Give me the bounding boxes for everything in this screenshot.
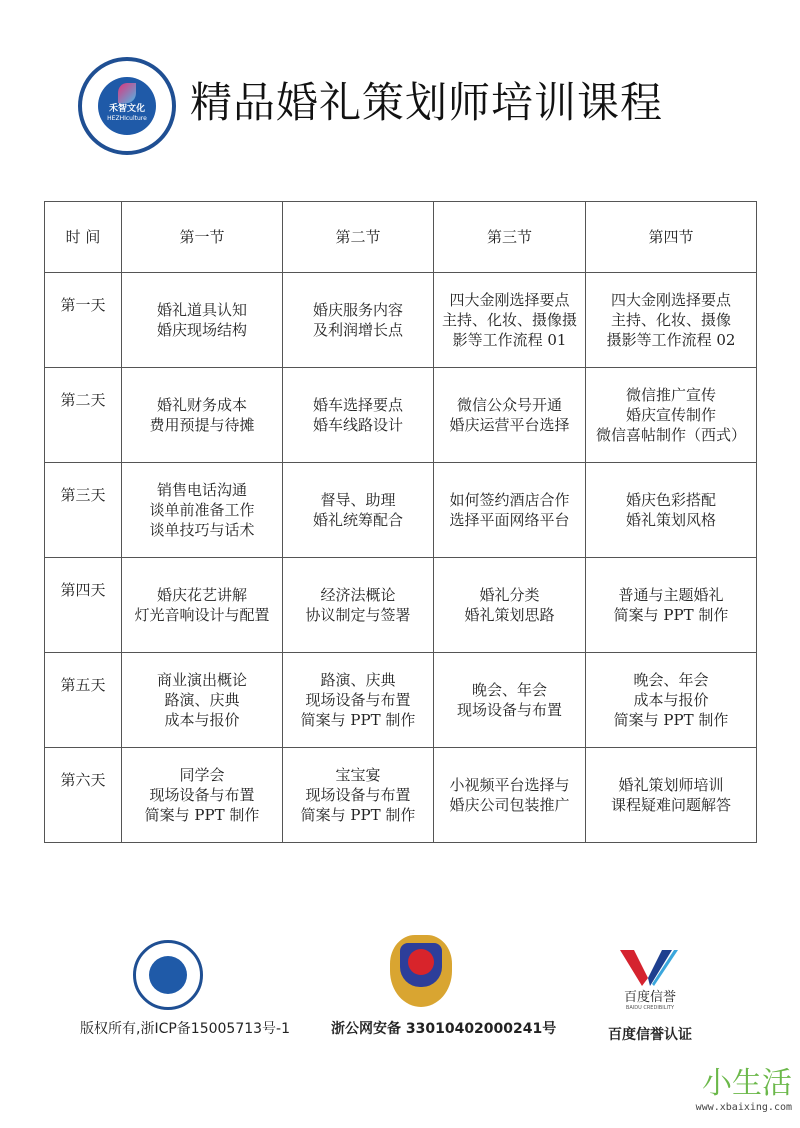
session-line: 微信喜帖制作（西式）: [595, 426, 746, 444]
session-line: 婚礼策划思路: [464, 606, 555, 624]
session-cell: [122, 748, 283, 843]
session-cell: [122, 558, 283, 653]
table-row: [45, 273, 757, 368]
session-line: 婚庆宣传制作: [625, 406, 716, 424]
day-label: 第一天: [60, 296, 106, 314]
schedule-table: [44, 201, 757, 843]
hezhi-logo: [78, 57, 176, 155]
baidu-logo-text: 百度信誉: [623, 990, 676, 1005]
session-cell: [586, 653, 757, 748]
day-label: 第三天: [60, 486, 106, 504]
session-line: 路演、庆典: [164, 691, 240, 709]
day-label: 第二天: [60, 391, 106, 409]
watermark-text: 小生活: [702, 1066, 792, 1101]
day-cell: [45, 463, 122, 558]
session-cell: [434, 558, 586, 653]
session-line: 谈单前准备工作: [149, 501, 255, 519]
session-line: 如何签约酒店合作: [449, 491, 570, 509]
day-label: 第四天: [60, 581, 106, 599]
session-line: 小视频平台选择与: [449, 776, 570, 794]
column-header-cell: [586, 202, 757, 273]
table-row: [45, 748, 757, 843]
session-line: 成本与报价: [164, 711, 240, 729]
table-row: [45, 368, 757, 463]
session-line: 现场设备与布置: [456, 701, 562, 719]
session-line: 课程疑难问题解答: [610, 796, 731, 814]
session-line: 简案与 PPT 制作: [613, 711, 729, 729]
session-line: 商业演出概论: [156, 671, 247, 689]
table-header-row: [45, 202, 757, 273]
session-cell: [283, 368, 434, 463]
session-line: 微信公众号开通: [456, 396, 562, 414]
session-line: 晚会、年会: [471, 681, 547, 699]
session-line: 同学会: [179, 766, 225, 784]
session-line: 婚礼分类: [479, 586, 540, 604]
day-cell: [45, 273, 122, 368]
session-line: 婚车选择要点: [312, 396, 403, 414]
session-cell: [122, 653, 283, 748]
column-header-cell: [122, 202, 283, 273]
session-line: 普通与主题婚礼: [618, 586, 724, 604]
session-cell: [283, 653, 434, 748]
column-header: 第二节: [335, 228, 381, 246]
session-cell: [586, 368, 757, 463]
hezhi-small-logo: [133, 940, 203, 1010]
session-line: 微信推广宣传: [625, 386, 716, 404]
copyright-text: 版权所有,浙ICP备15005713号-1: [80, 1021, 291, 1037]
session-line: 四大金刚选择要点: [610, 291, 731, 309]
session-cell: [122, 368, 283, 463]
column-header: 时 间: [65, 228, 101, 246]
session-cell: [434, 653, 586, 748]
session-line: 婚礼道具认知: [156, 301, 247, 319]
day-cell: [45, 558, 122, 653]
session-line: 影等工作流程 01: [452, 331, 567, 349]
session-cell: [122, 273, 283, 368]
table-row: [45, 558, 757, 653]
session-line: 协议制定与签署: [305, 606, 411, 624]
session-line: 主持、化妆、摄像摄: [441, 311, 577, 329]
column-header: 第三节: [486, 228, 532, 246]
day-cell: [45, 368, 122, 463]
session-line: 谈单技巧与话术: [149, 521, 255, 539]
police-record-text: 浙公网安备 33010402000241号: [331, 1021, 557, 1037]
column-header: 第一节: [179, 228, 225, 246]
session-line: 费用预提与待摊: [149, 416, 255, 434]
day-cell: [45, 653, 122, 748]
session-line: 销售电话沟通: [156, 481, 247, 499]
session-line: 及利润增长点: [312, 321, 403, 339]
session-line: 婚礼策划风格: [625, 511, 716, 529]
session-line: 婚庆运营平台选择: [449, 416, 570, 434]
session-cell: [586, 463, 757, 558]
session-line: 灯光音响设计与配置: [134, 606, 270, 624]
day-label: 第五天: [60, 676, 106, 694]
session-line: 简案与 PPT 制作: [144, 806, 260, 824]
page-title: 精品婚礼策划师培训课程: [190, 78, 664, 127]
session-line: 简案与 PPT 制作: [613, 606, 729, 624]
watermark-url: www.xbaixing.com: [695, 1102, 792, 1113]
column-header: 第四节: [648, 228, 694, 246]
session-line: 晚会、年会: [633, 671, 709, 689]
session-cell: [283, 558, 434, 653]
day-cell: [45, 748, 122, 843]
session-line: 简案与 PPT 制作: [300, 711, 416, 729]
baidu-credibility-logo: [620, 950, 680, 1010]
session-line: 路演、庆典: [320, 671, 396, 689]
session-line: 现场设备与布置: [149, 786, 255, 804]
session-line: 婚庆公司包装推广: [449, 796, 570, 814]
session-line: 婚庆服务内容: [312, 301, 403, 319]
column-header-cell: [434, 202, 586, 273]
session-line: 婚庆现场结构: [156, 321, 247, 339]
session-line: 现场设备与布置: [305, 691, 411, 709]
session-cell: [586, 748, 757, 843]
session-line: 婚礼财务成本: [156, 396, 247, 414]
session-cell: [586, 273, 757, 368]
session-line: 督导、助理: [320, 491, 396, 509]
baidu-text: 百度信誉认证: [608, 1027, 692, 1043]
session-line: 主持、化妆、摄像: [610, 311, 731, 329]
session-line: 经济法概论: [320, 586, 396, 604]
session-cell: [434, 368, 586, 463]
session-line: 成本与报价: [633, 691, 709, 709]
session-cell: [434, 463, 586, 558]
day-label: 第六天: [60, 771, 106, 789]
session-line: 现场设备与布置: [305, 786, 411, 804]
session-line: 婚礼统筹配合: [312, 511, 403, 529]
logo-name-en: HEZHIculture: [107, 115, 147, 122]
table-row: [45, 653, 757, 748]
table-row: [45, 463, 757, 558]
session-line: 婚礼策划师培训: [618, 776, 724, 794]
column-header-cell: [45, 202, 122, 273]
baidu-logo-en: BAIDU CREDIBILITY: [625, 1005, 675, 1011]
session-cell: [283, 273, 434, 368]
session-cell: [283, 748, 434, 843]
logo-name-cn: 禾智文化: [108, 104, 145, 114]
session-line: 四大金刚选择要点: [449, 291, 570, 309]
session-cell: [283, 463, 434, 558]
session-line: 婚车线路设计: [312, 416, 403, 434]
session-line: 选择平面网络平台: [449, 511, 570, 529]
session-line: 婚庆花艺讲解: [156, 586, 247, 604]
police-emblem-icon: [390, 935, 452, 1007]
session-cell: [586, 558, 757, 653]
watermark: [696, 1066, 792, 1114]
session-line: 简案与 PPT 制作: [300, 806, 416, 824]
session-cell: [122, 463, 283, 558]
session-cell: [434, 273, 586, 368]
session-line: 宝宝宴: [335, 766, 381, 784]
column-header-cell: [283, 202, 434, 273]
session-line: 婚庆色彩搭配: [625, 491, 716, 509]
session-line: 摄影等工作流程 02: [606, 331, 736, 349]
session-cell: [434, 748, 586, 843]
